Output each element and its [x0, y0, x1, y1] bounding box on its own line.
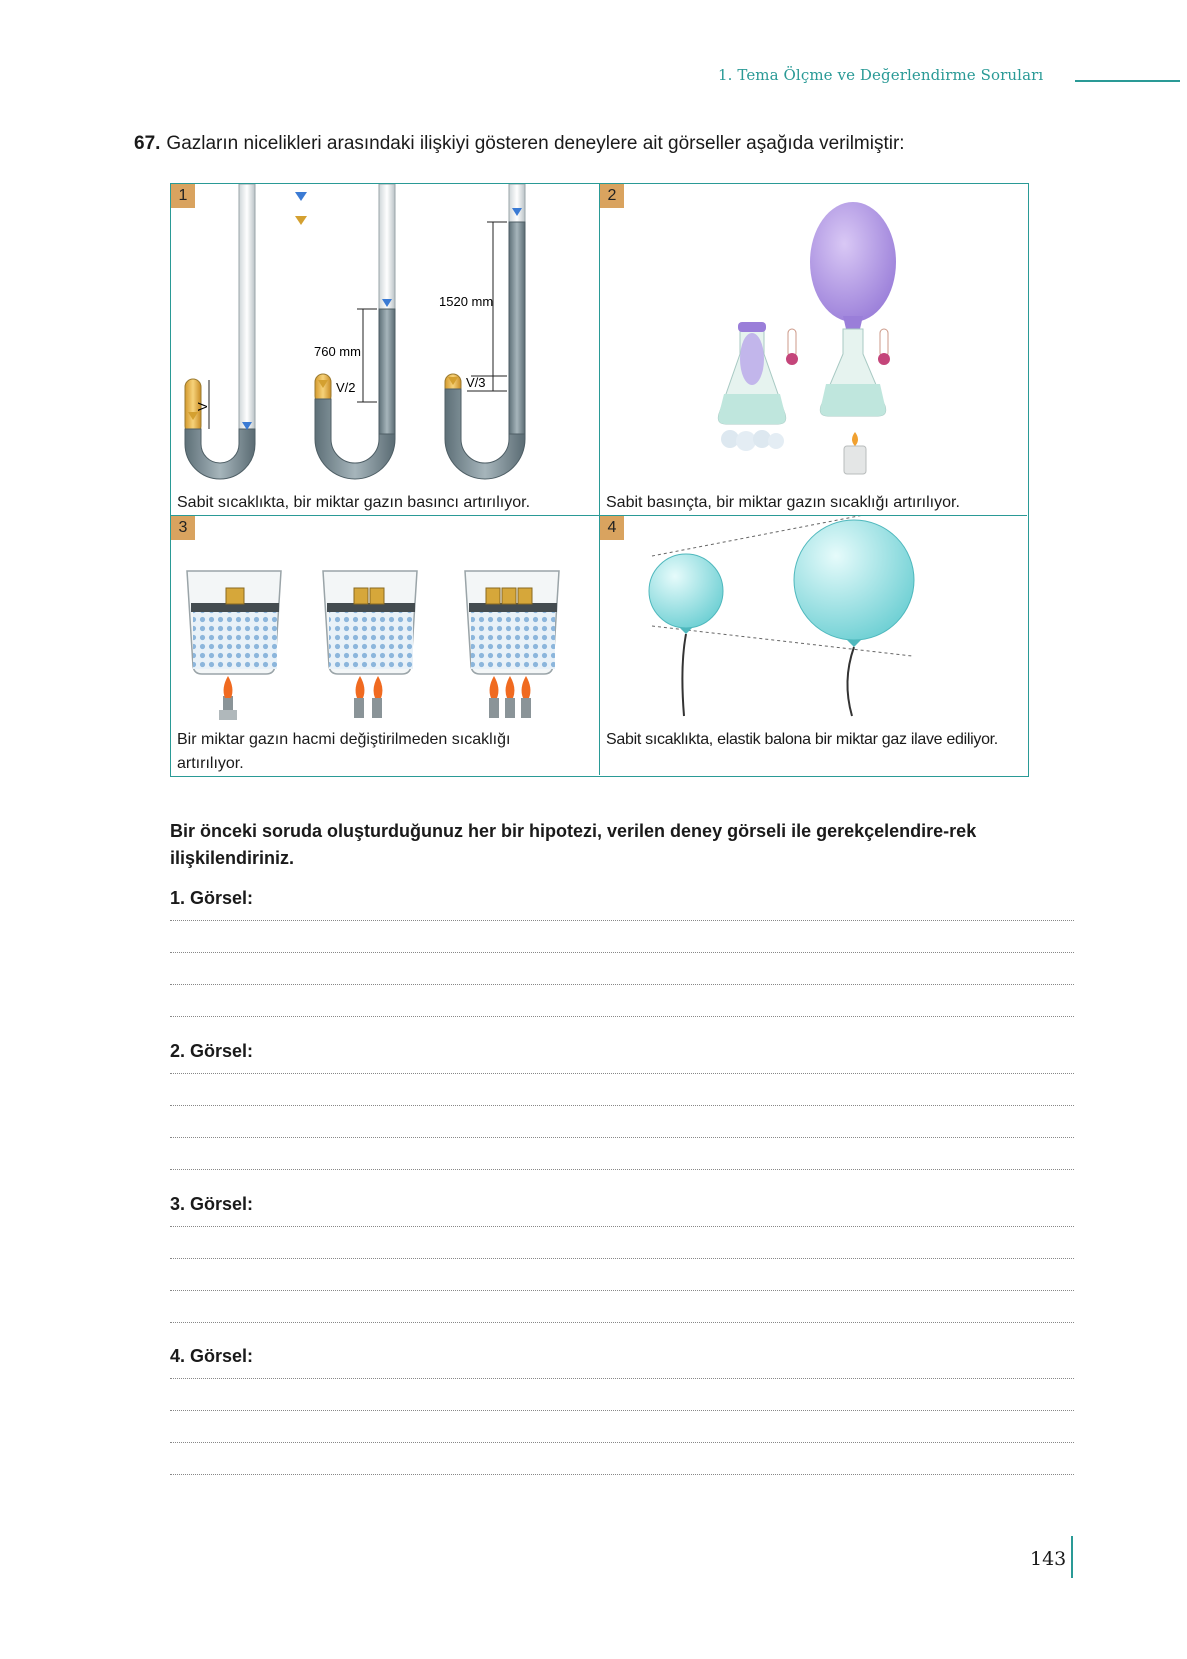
label-760mm: 760 mm	[314, 344, 361, 359]
experiment-grid	[170, 183, 1029, 777]
panel-2-caption: Sabit basınçta, bir miktar gazın sıcaklığı artırılıyor.	[606, 494, 960, 511]
beaker-illustration	[171, 516, 599, 726]
answer-line[interactable]	[170, 1372, 1074, 1379]
answer-line[interactable]	[170, 1379, 1074, 1411]
answer-label-2: 2. Görsel:	[170, 1041, 254, 1061]
panel-2-number: 2	[600, 184, 624, 208]
label-1520mm: 1520 mm	[439, 294, 494, 309]
u-tube-1	[185, 184, 307, 479]
answer-line[interactable]	[170, 1443, 1074, 1475]
beaker-3	[465, 571, 559, 718]
panel-4-number: 4	[600, 516, 624, 540]
panel-1-number: 1	[171, 184, 195, 208]
thermometer-1	[788, 329, 796, 357]
beaker-1	[187, 571, 281, 720]
panel-3-number: 3	[171, 516, 195, 540]
flask-balloon-illustration	[600, 184, 1026, 489]
balloon-small	[649, 554, 723, 628]
u-tube-3	[439, 184, 525, 479]
panel-1	[171, 184, 600, 516]
panel-3-caption: Bir miktar gazın hacmi değiştirilmeden sıcaklığı artırılıyor.	[177, 731, 511, 772]
panel-3	[171, 516, 600, 775]
panel-4	[600, 516, 1027, 775]
answer-line[interactable]	[170, 1220, 1074, 1227]
answer-line[interactable]	[170, 1411, 1074, 1443]
beaker-2	[323, 571, 417, 718]
label-v2: V/2	[336, 380, 356, 395]
answer-line[interactable]	[170, 1067, 1074, 1074]
answer-label-1: 1. Görsel:	[170, 888, 254, 908]
running-header: 1. Tema Ölçme ve Değerlendirme Soruları	[718, 66, 1044, 84]
flask-cold	[718, 322, 785, 451]
answer-line[interactable]	[170, 1074, 1074, 1106]
u-tube-illustration	[171, 184, 599, 489]
answer-line[interactable]	[170, 985, 1074, 1017]
panel-4-caption: Sabit sıcaklıkta, elastik balona bir miktar gaz ilave ediliyor.	[606, 731, 998, 748]
answer-line[interactable]	[170, 953, 1074, 985]
balloon-illustration	[600, 516, 1026, 726]
answer-line[interactable]	[170, 1106, 1074, 1138]
u-tube-2	[314, 184, 395, 479]
answer-section-3	[170, 1194, 1074, 1323]
answer-section-4	[170, 1346, 1074, 1475]
label-v3: V/3	[466, 375, 486, 390]
answer-line[interactable]	[170, 1259, 1074, 1291]
thermometer-2	[880, 329, 888, 357]
page-number-rule	[1071, 1536, 1073, 1578]
question	[134, 133, 905, 155]
panel-2	[600, 184, 1027, 516]
balloon-large	[794, 520, 914, 640]
answer-label-4: 4. Görsel:	[170, 1346, 254, 1366]
panel-1-caption: Sabit sıcaklıkta, bir miktar gazın basıncı artırılıyor.	[177, 494, 531, 511]
task-instruction: Bir önceki soruda oluşturduğunuz her bir hipotezi, verilen deney görseli ile gerekçelendire-rek ilişkilendiriniz.	[170, 821, 977, 868]
header-rule	[1075, 80, 1180, 82]
question-text: Gazların nicelikleri arasındaki ilişkiyi gösteren deneylere ait görseller aşağıda verilmiştir:	[166, 133, 905, 154]
question-number: 67.	[134, 133, 161, 154]
answer-line[interactable]	[170, 921, 1074, 953]
answer-line[interactable]	[170, 914, 1074, 921]
answer-line[interactable]	[170, 1138, 1074, 1170]
answer-line[interactable]	[170, 1291, 1074, 1323]
page-number: 143	[1030, 1548, 1067, 1570]
answer-section-1	[170, 888, 1074, 1017]
answer-label-3: 3. Görsel:	[170, 1194, 254, 1214]
label-v: V	[195, 402, 210, 411]
answer-section-2	[170, 1041, 1074, 1170]
answer-line[interactable]	[170, 1227, 1074, 1259]
